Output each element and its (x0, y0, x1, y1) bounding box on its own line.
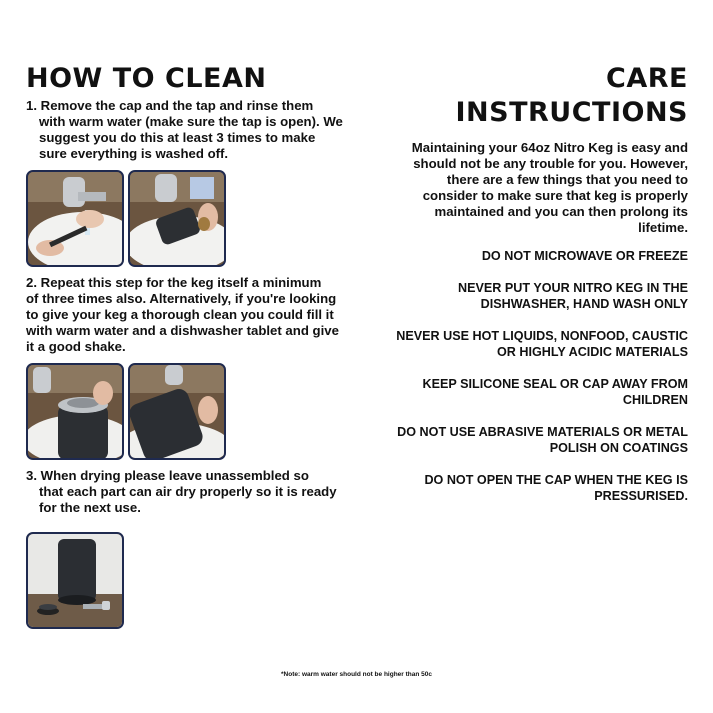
step-2-text-rest: of three times also. Alternatively, if you're looking to give your keg a thorough clean you could fill it with warm water and a dishwasher tablet and give it a good shake. (26, 291, 339, 354)
photo-rinse-cap (128, 170, 226, 267)
care-rule-5: DO NOT USE ABRASIVE MATERIALS OR METAL POLISH ON COATINGS (397, 425, 688, 455)
step-1-photos (26, 170, 346, 267)
care-instructions-section (390, 62, 688, 504)
care-rule-3: NEVER USE HOT LIQUIDS, NONFOOD, CAUSTIC OR HIGHLY ACIDIC MATERIALS (396, 329, 688, 359)
photo-rinse-keg-body (128, 363, 226, 460)
how-to-clean-title: HOW TO CLEAN (26, 63, 267, 94)
step-3 (26, 468, 346, 516)
step-1 (26, 98, 346, 162)
care-intro: Maintaining your 64oz Nitro Keg is easy and should not be any trouble for you. However, there are a few things that you need to consider to make sure that keg is properly maintained and you can then prolong its lifetime. (411, 140, 688, 235)
photo-rinse-tap (26, 170, 124, 267)
step-1-number: 1. (26, 98, 37, 113)
step-2-photos (26, 363, 346, 460)
step-3-text-rest: that each part can air dry properly so it is ready for the next use. (39, 484, 337, 515)
step-3-photos (26, 532, 346, 629)
step-2 (26, 275, 346, 355)
photo-air-dry (26, 532, 124, 629)
care-rule-6: DO NOT OPEN THE CAP WHEN THE KEG IS PRESSURISED. (424, 473, 688, 503)
step-2-text-first: Repeat this step for the keg itself a minimum (40, 275, 322, 290)
step-3-text-first: When drying please leave unassembled so (40, 468, 309, 483)
footnote: *Note: warm water should not be higher than 50c (281, 671, 432, 678)
step-3-number: 3. (26, 468, 37, 483)
how-to-clean-section (26, 62, 346, 637)
step-2-number: 2. (26, 275, 37, 290)
step-1-text-rest: with warm water (make sure the tap is open). We suggest you do this at least 3 times to make sure everything is washed off. (39, 114, 343, 161)
step-1-text-first: Remove the cap and the tap and rinse them (40, 98, 314, 113)
care-rule-4: KEEP SILICONE SEAL OR CAP AWAY FROM CHILDREN (422, 377, 688, 407)
care-rule-1: DO NOT MICROWAVE OR FREEZE (481, 249, 688, 263)
photo-rinse-keg-top (26, 363, 124, 460)
care-rule-2: NEVER PUT YOUR NITRO KEG IN THE DISHWASHER, HAND WASH ONLY (458, 281, 688, 311)
care-instructions-title: CARE INSTRUCTIONS (455, 63, 688, 128)
